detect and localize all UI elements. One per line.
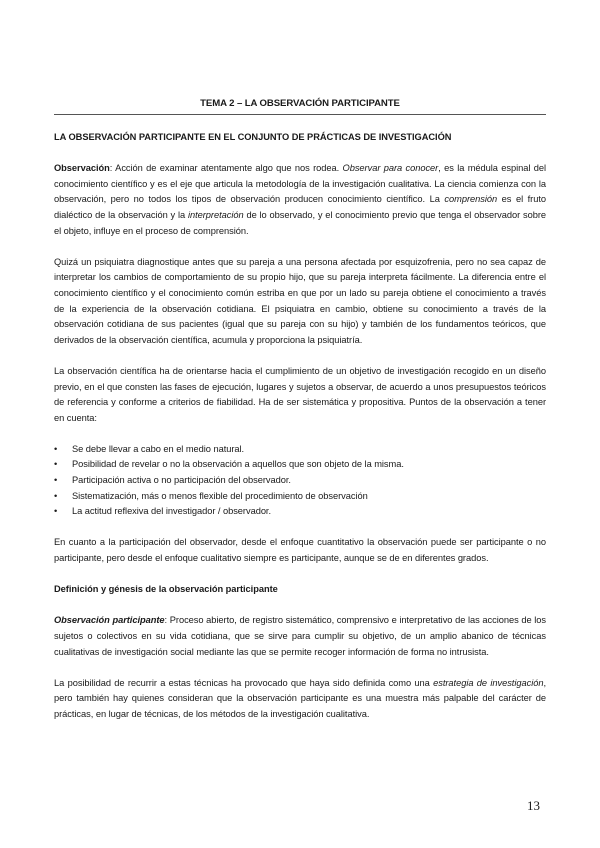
list-item: • La actitud reflexiva del investigador / observador. (54, 504, 546, 520)
paragraph-observacion: Observación: Acción de examinar atentamente algo que nos rodea. Observar para conocer, es la médula espinal del conocimiento científico y es el eje que articula la metodología de la investigación cualitativa. La ciencia comienza con la observación, pero no todos los tipos de observación producen conocimiento científico. La comprensión es el fruto dialéctico de la observación y la interpretación de lo observado, y el conocimiento previo que tenga el observador sobre el objeto, influye en el proceso de comprensión. (54, 163, 546, 236)
list-item: • Sistematización, más o menos flexible del procedimiento de observación (54, 489, 546, 505)
page-number: 13 (527, 798, 540, 813)
section-heading: LA OBSERVACIÓN PARTICIPANTE EN EL CONJUNTO DE PRÁCTICAS DE INVESTIGACIÓN (54, 132, 452, 142)
document-body (54, 130, 546, 723)
observation-points-list (54, 442, 546, 520)
list-item: • Posibilidad de revelar o no la observación a aquellos que son objeto de la misma. (54, 457, 546, 473)
paragraph-psiquiatra: Quizá un psiquiatra diagnostique antes que su pareja a una persona afectada por esquizofrenia, pero no sea capaz de interpretar los cambios de comportamiento de su propio hijo, que su pareja interpreta fácilmente. La diferencia entre el conocimiento científico y el conocimiento común estriba en que por un lado su pareja obtiene el conocimiento a través de la experiencia de la observación cotidiana. El psiquiatra en cambio, obtiene su conocimiento a través de la observación cotidiana de sus pacientes (igual que su pareja con su hijo) y también de los fundamentos teóricos, que derivados de la observación científica, acumula y proporciona la psiquiatría. (54, 256, 546, 345)
subsection-heading: Definición y génesis de la observación participante (54, 584, 278, 595)
title-divider (54, 114, 546, 115)
list-item: • Participación activa o no participación del observador. (54, 473, 546, 489)
term-observacion-participante: Observación participante (54, 615, 165, 626)
paragraph-observacion-cientifica: La observación científica ha de orientarse hacia el cumplimiento de un objetivo de investigación recogido en un diseño previo, en el que consten las fases de ejecución, lugares y sujetos a observar, de acuerdo a unos presupuestos teóricos de referencia y conforme a criterios de fiabilidad. Ha de ser sistemática y propositiva. Puntos de la observación a tener en cuenta: (54, 365, 546, 423)
paragraph-definicion: Observación participante: Proceso abierto, de registro sistemático, comprensivo e interpretativo de las acciones de los sujetos o colectivos en su vida cotidiana, que se sirve para cumplir su objetivo, de un amplio abanico de técnicas cualitativas de investigación social mediante las que se permite recoger información de forma no intrusista. (54, 615, 546, 657)
term-observacion: Observación (54, 163, 110, 174)
list-item: • Se debe llevar a cabo en el medio natural. (54, 442, 546, 458)
paragraph-estrategia: La posibilidad de recurrir a estas técnicas ha provocado que haya sido definida como una estrategia de investigación, pero también hay quienes consideran que la observación participante es una muestra más palpable del carácter de prácticas, en lugar de técnicas, de los métodos de la investigación cualitativa. (54, 677, 547, 719)
paragraph-participacion: En cuanto a la participación del observador, desde el enfoque cuantitativo la observación puede ser participante o no participante, pero desde el enfoque cualitativo siempre es participante, aunque se de en diferentes grados. (54, 537, 546, 564)
page-title: TEMA 2 – LA OBSERVACIÓN PARTICIPANTE (200, 98, 400, 109)
